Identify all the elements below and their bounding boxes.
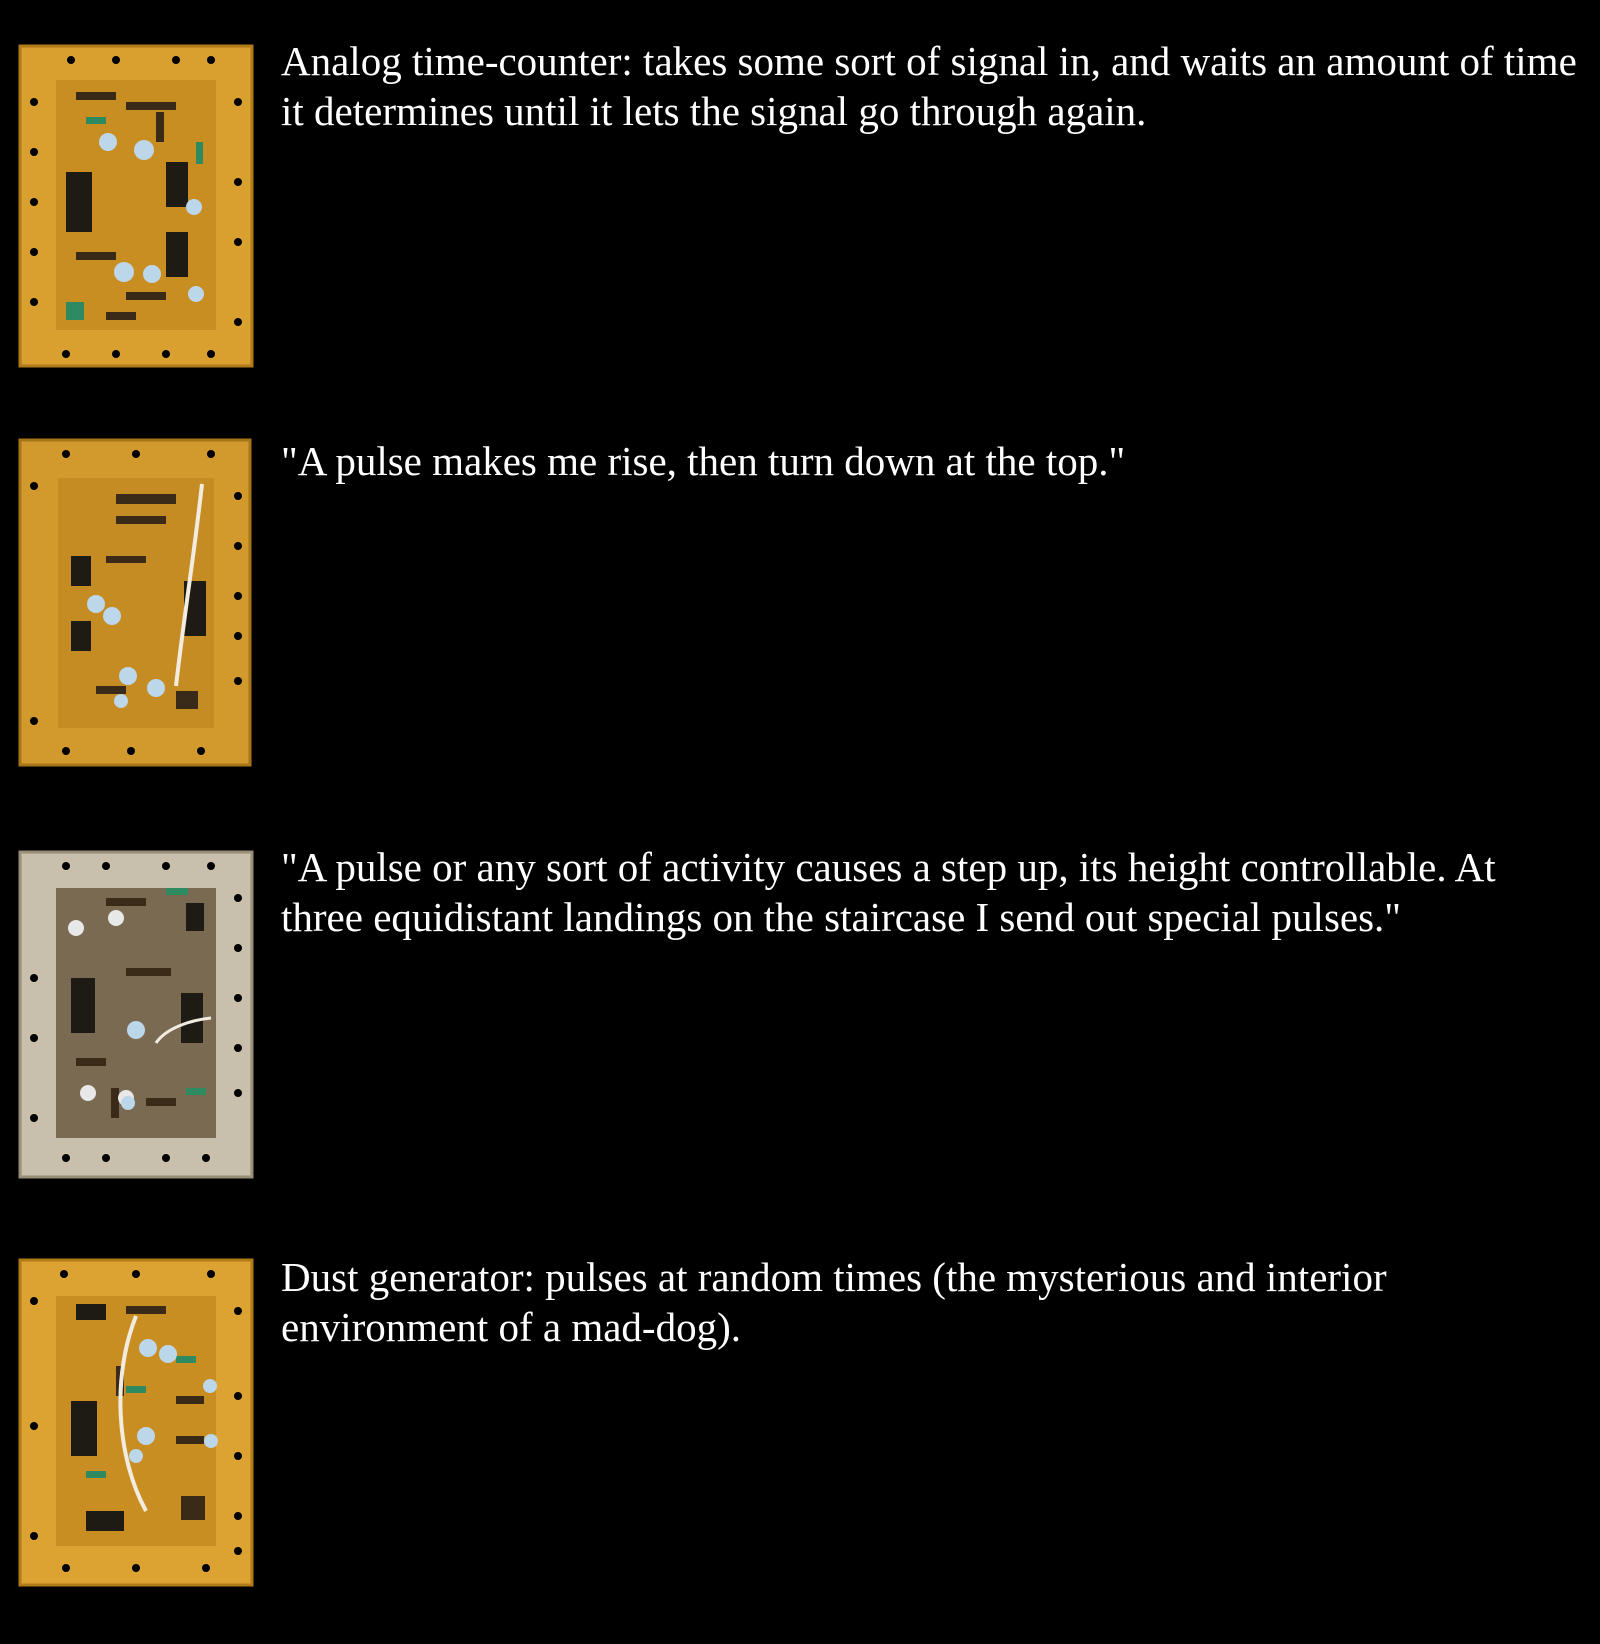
module-caption: Analog time-counter: takes some sort of signal in, and waits an amount of time it determines until it lets the signal go through again. [281, 38, 1577, 134]
module-caption: Dust generator: pulses at random times (the mysterious and interior environment of a mad-dog). [281, 1254, 1387, 1350]
circuit-board-photo [16, 1256, 256, 1596]
circuit-board-photo [16, 436, 256, 776]
module-caption: "A pulse makes me rise, then turn down at the top." [281, 438, 1126, 484]
module-caption: "A pulse or any sort of activity causes a step up, its height controllable. At three equidistant landings on the staircase I send out special pulses." [281, 844, 1496, 940]
circuit-board-photo [16, 42, 256, 372]
circuit-board-photo [16, 848, 256, 1188]
